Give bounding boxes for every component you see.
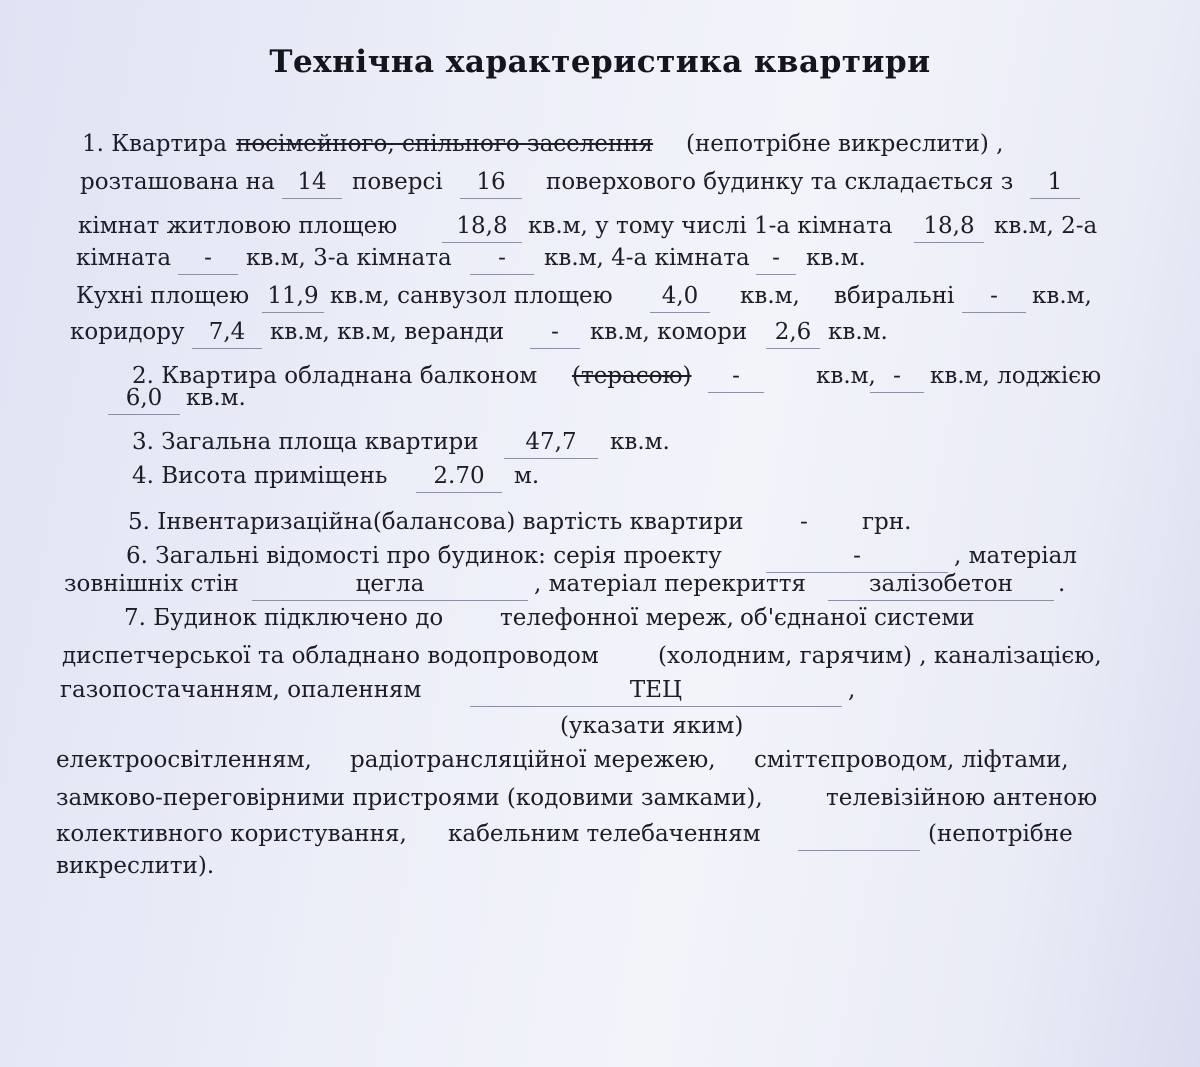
line-5: Кухні площею 11,9 кв.м, санвузол площею 4,0 кв.м, вбиральні - кв.м, xyxy=(0,282,1200,316)
struck-occupancy-type: посімейного, спільного заселення xyxy=(236,131,654,157)
line-15: диспетчерської та обладнано водопроводом (холодним, гарячим) , каналізацією, xyxy=(62,643,1102,669)
item-2-label: 2. Квартира обладнана балконом xyxy=(132,363,538,389)
line-8: 6,0 кв.м. xyxy=(0,384,1200,418)
item-4-label: 4. Висота приміщень xyxy=(132,463,388,489)
wall-material-field: цегла xyxy=(252,570,528,601)
loggia-area-field: 6,0 xyxy=(108,384,180,415)
floor-field: 14 xyxy=(282,168,342,199)
terrace-area-field: - xyxy=(870,362,924,393)
line-2: розташована на 14 поверсі 16 поверхового будинку та складається з 1 xyxy=(0,168,1200,202)
line-4: кімната - кв.м, 3-а кімната - кв.м, 4-а кімната - кв.м. xyxy=(0,244,1200,278)
bathroom-area-field: 4,0 xyxy=(650,282,710,313)
room-2-area-field: - xyxy=(178,244,238,275)
project-series-field: - xyxy=(766,542,948,573)
line-18: електроосвітленням, радіотрансляційної мережею, сміттєпроводом, ліфтами, xyxy=(56,747,1069,773)
line-1 xyxy=(0,130,1200,164)
heating-hint: (указати яким) xyxy=(560,713,744,739)
document-title: Технічна характеристика квартири xyxy=(269,44,931,80)
line-3: кімнат житловою площею 18,8 кв.м, у тому числі 1-а кімната 18,8 кв.м, 2-а xyxy=(0,212,1200,246)
line-11: 5. Інвентаризаційна(балансова) вартість квартири - грн. xyxy=(128,509,912,535)
storage-area-field: 2,6 xyxy=(766,318,820,349)
room-3-area-field: - xyxy=(470,244,534,275)
line-20: колективного користування, кабельним телебаченням (непотрібне xyxy=(0,820,1200,854)
rooms-field: 1 xyxy=(1030,168,1080,199)
item-7-label: 7. Будинок підключено до xyxy=(124,605,444,631)
ceiling-height-field: 2.70 xyxy=(416,462,502,493)
item-3-label: 3. Загальна площа квартири xyxy=(132,429,479,455)
floors-total-field: 16 xyxy=(460,168,522,199)
room-1-area-field: 18,8 xyxy=(914,212,984,243)
item-6-label: 6. Загальні відомості про будинок: серія проекту xyxy=(126,543,722,569)
total-area-field: 47,7 xyxy=(504,428,598,459)
line-12: 6. Загальні відомості про будинок: серія проекту - , матеріал xyxy=(0,542,1200,576)
line-10: 4. Висота приміщень 2.70 м. xyxy=(0,462,1200,496)
line-9: 3. Загальна площа квартири 47,7 кв.м. xyxy=(0,428,1200,462)
living-area-field: 18,8 xyxy=(442,212,522,243)
line-16: газопостачанням, опаленням ТЕЦ , xyxy=(0,676,1200,710)
cable-tv-field xyxy=(798,820,920,851)
line-21: викреслити). xyxy=(56,853,215,879)
struck-terrace: (терасою) xyxy=(572,363,692,389)
heating-type-field: ТЕЦ xyxy=(470,676,842,707)
inventory-value-field: - xyxy=(800,509,808,535)
line-14: 7. Будинок підключено до телефонної мереж, об'єднаної системи xyxy=(124,605,975,631)
line-6: коридору 7,4 кв.м, кв.м, веранди - кв.м, комори 2,6 кв.м. xyxy=(0,318,1200,352)
line-7: 2. Квартира обладнана балконом (терасою) - кв.м, - кв.м, лоджією xyxy=(0,362,1200,396)
ceiling-material-field: залізобетон xyxy=(828,570,1054,601)
veranda-area-field: - xyxy=(530,318,580,349)
toilet-area-field: - xyxy=(962,282,1026,313)
line-17 xyxy=(0,712,1200,746)
line-19: замково-переговірними пристроями (кодовими замками), телевізійною антеною xyxy=(56,785,1098,811)
item-5-label: 5. Інвентаризаційна(балансова) вартість квартири xyxy=(128,509,744,535)
room-4-area-field: - xyxy=(756,244,796,275)
corridor-area-field: 7,4 xyxy=(192,318,262,349)
item-1-label: 1. Квартира xyxy=(82,131,227,157)
line-13: зовнішніх стін цегла , матеріал перекриття залізобетон . xyxy=(0,570,1200,604)
kitchen-area-field: 11,9 xyxy=(262,282,324,313)
balcony-area-field: - xyxy=(708,362,764,393)
strike-instruction: (непотрібне викреслити) , xyxy=(686,131,1004,157)
